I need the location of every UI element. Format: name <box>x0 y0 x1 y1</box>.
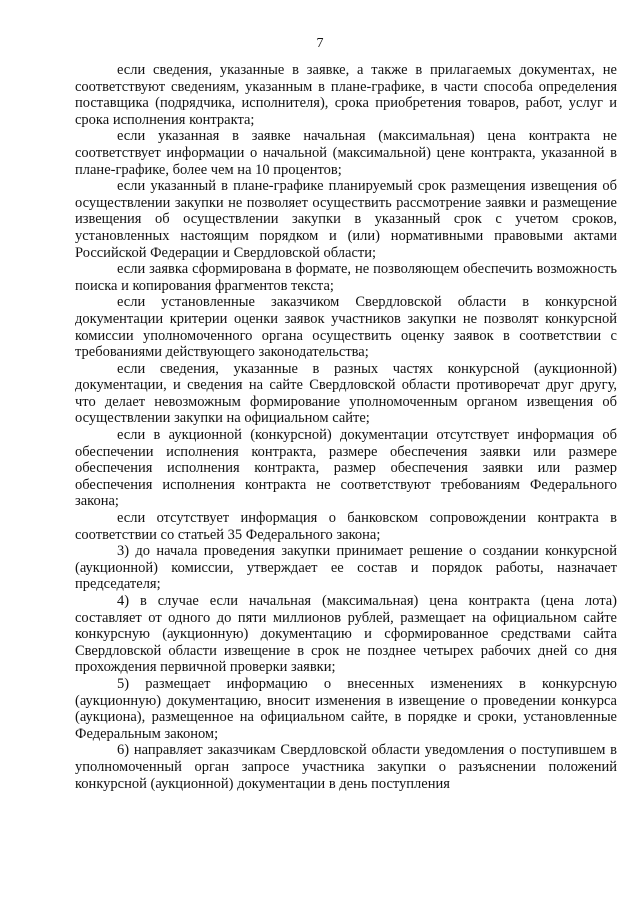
paragraph: если сведения, указанные в заявке, а также в прилагаемых документах, не соответствуют сведениям, указанным в плане-графике, в части способа определения поставщика (подрядчика, исполнителя), срока приобретения товаров, работ, услуг и срока исполнения контракта; <box>75 62 617 128</box>
document-body <box>75 62 617 792</box>
paragraph: 6) направляет заказчикам Свердловской области уведомления о поступившем в уполномоченный орган запросе участника закупки о разъяснении положений конкурсной (аукционной) документации в день поступления <box>75 742 617 792</box>
paragraph: 4) в случае если начальная (максимальная) цена контракта (цена лота) составляет от одного до пяти миллионов рублей, размещает на официальном сайте конкурсную (аукционную) документацию и сформированное средствами сайта Свердловской области извещение в срок не позднее четырех рабочих дней со дня прохождения первичной проверки заявки; <box>75 593 617 676</box>
paragraph: если сведения, указанные в разных частях конкурсной (аукционной) документации, и сведения на сайте Свердловской области противоречат друг другу, что делает невозможным формирование уполномоченным органом извещения об осуществлении закупки на официальном сайте; <box>75 360 617 427</box>
paragraph: если установленные заказчиком Свердловской области в конкурсной документации критерии оценки заявок участников закупки не позволят конкурсной комиссии уполномоченного органа осуществить оценку заявок в соответствии с требованиями действующего законодательства; <box>75 294 617 361</box>
paragraph: если заявка сформирована в формате, не позволяющем обеспечить возможность поиска и копирования фрагментов текста; <box>75 261 617 294</box>
paragraph: 3) до начала проведения закупки принимает решение о создании конкурсной (аукционной) комиссии, утверждает ее состав и порядок работы, назначает председателя; <box>75 543 617 593</box>
paragraph: если отсутствует информация о банковском сопровождении контракта в соответствии со статьей 35 Федерального закона; <box>75 510 617 543</box>
paragraph: если указанный в плане-графике планируемый срок размещения извещения об осуществлении закупки не позволяет осуществить рассмотрение заявки и размещение извещения об осуществлении закупки в указанный срок с учетом сроков, установленных настоящим порядком и (или) нормативными правовыми актами Российской Федерации и Свердловской области; <box>75 178 617 261</box>
page-number: 7 <box>316 36 324 51</box>
paragraph: если в аукционной (конкурсной) документации отсутствует информация об обеспечении исполнения контракта, размере обеспечения заявки или размере обеспечения исполнения контракта, размер обеспечения заявки или размер обеспечения исполнения контракта не соответствуют требованиям Федерального закона; <box>75 427 617 510</box>
paragraph: 5) размещает информацию о внесенных изменениях в конкурсную (аукционную) документацию, вносит изменения в извещение о проведении конкурса (аукциона), размещенное на официальном сайте, в порядке и сроки, установленные Федеральным законом; <box>75 675 617 742</box>
paragraph: если указанная в заявке начальная (максимальная) цена контракта не соответствует информации о начальной (максимальной) цене контракта, указанной в плане-графике, более чем на 10 процентов; <box>75 128 617 178</box>
